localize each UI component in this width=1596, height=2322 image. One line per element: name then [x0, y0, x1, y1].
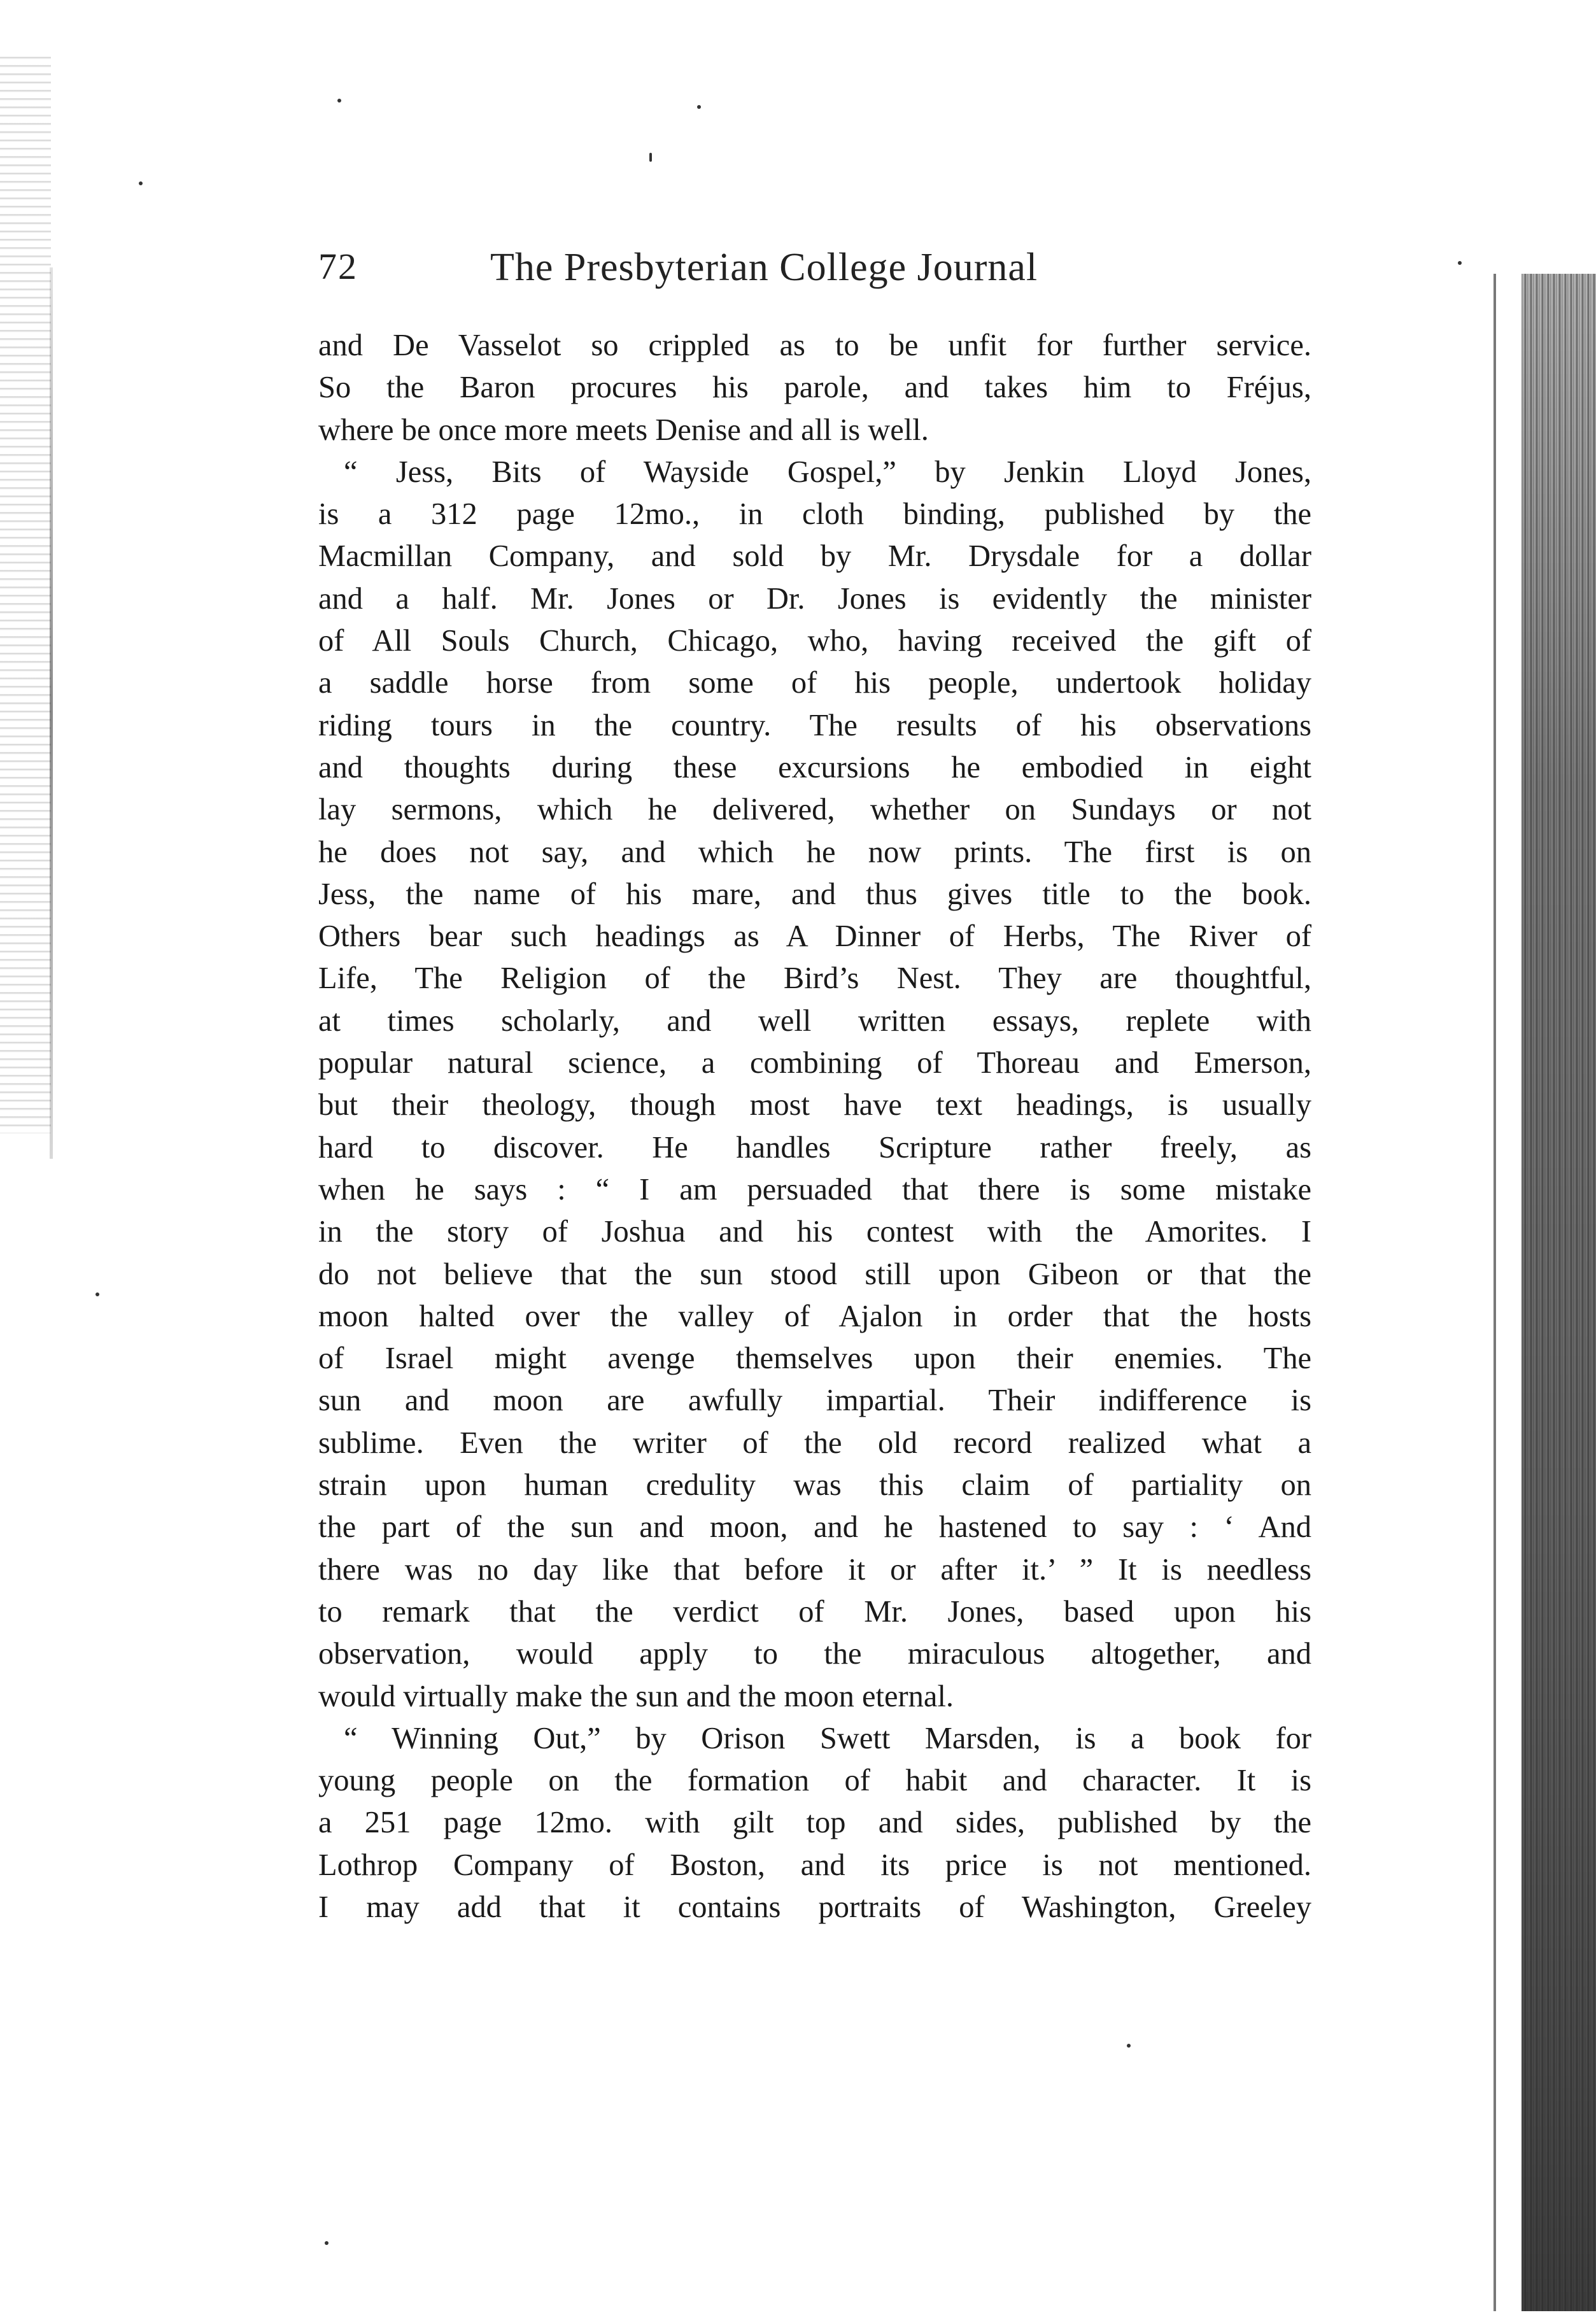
text-line: and De Vasselot so crippled as to be unfit for further service.: [318, 329, 1311, 362]
text-line: strain upon human credulity was this claim of partiality on: [318, 1468, 1311, 1503]
text-line: would virtually make the sun and the moon eternal.: [318, 1679, 954, 1713]
running-title: The Presbyterian College Journal: [490, 246, 1038, 289]
text-line: popular natural science, a combining of Thoreau and Emerson,: [318, 1046, 1311, 1080]
text-line: a 251 page 12mo. with gilt top and sides, published by the: [318, 1806, 1311, 1840]
text-line: sun and moon are awfully impartial. Their indifference is: [318, 1384, 1311, 1418]
scan-edge-line-left: [50, 267, 53, 1159]
text-line: Macmillan Company, and sold by Mr. Drysdale for a dollar: [318, 539, 1311, 574]
text-line: I may add that it contains portraits of Washington, Greeley: [318, 1890, 1311, 1924]
text-line: the part of the sun and moon, and he hastened to say : ‘ And: [318, 1510, 1311, 1545]
scan-speck: [95, 1292, 99, 1296]
text-line: of All Souls Church, Chicago, who, having received the gift of: [318, 624, 1311, 658]
text-line: and a half. Mr. Jones or Dr. Jones is evidently the minister: [318, 581, 1311, 616]
scan-speck: [1127, 2044, 1131, 2048]
text-line: lay sermons, which he delivered, whether on Sundays or not: [318, 793, 1311, 827]
scan-margin-left: [0, 51, 51, 1133]
text-line: a saddle horse from some of his people, undertook holiday: [318, 666, 1311, 700]
scan-speck: [139, 181, 143, 185]
text-line: Lothrop Company of Boston, and its price is not mentioned.: [318, 1848, 1311, 1882]
text-line: is a 312 page 12mo., in cloth binding, published by the: [318, 497, 1311, 532]
text-line: in the story of Joshua and his contest with the Amorites. I: [318, 1215, 1311, 1249]
page-header: [318, 245, 1190, 309]
text-line: hard to discover. He handles Scripture rather freely, as: [318, 1130, 1311, 1165]
text-line: do not believe that the sun stood still upon Gibeon or that the: [318, 1257, 1311, 1291]
text-line: at times scholarly, and well written essays, replete with: [318, 1003, 1311, 1038]
text-line: sublime. Even the writer of the old record realized what a: [318, 1426, 1311, 1460]
text-line: but their theology, though most have text headings, is usually: [318, 1088, 1311, 1122]
scan-margin-right: [1522, 274, 1596, 2311]
text-line: there was no day like that before it or after it.’ ” It is needless: [318, 1552, 1311, 1587]
scan-speck: [1458, 261, 1462, 265]
text-line: to remark that the verdict of Mr. Jones, based upon his: [318, 1594, 1311, 1629]
scan-edge-line-right: [1494, 274, 1496, 2311]
scan-speck: [325, 2241, 328, 2245]
text-line: riding tours in the country. The results of his observations: [318, 708, 1311, 742]
text-line: “ Winning Out,” by Orison Swett Marsden, is a book for: [344, 1721, 1311, 1755]
text-line: So the Baron procures his parole, and takes him to Fréjus,: [318, 371, 1311, 405]
scan-speck: [649, 153, 652, 162]
article-body: [318, 325, 1311, 1929]
text-line: Others bear such headings as A Dinner of Herbs, The River of: [318, 919, 1311, 954]
text-line: Life, The Religion of the Bird’s Nest. They are thoughtful,: [318, 961, 1311, 996]
text-line: moon halted over the valley of Ajalon in order that the hosts: [318, 1299, 1311, 1333]
text-line: he does not say, and which he now prints. The first is on: [318, 835, 1311, 869]
text-line: observation, would apply to the miraculous altogether, and: [318, 1637, 1311, 1671]
text-line: and thoughts during these excursions he embodied in eight: [318, 750, 1311, 784]
text-line: when he says : “ I am persuaded that there is some mistake: [318, 1172, 1311, 1207]
text-line: where be once more meets Denise and all is well.: [318, 413, 929, 447]
page-number: 72: [318, 246, 358, 287]
text-line: “ Jess, Bits of Wayside Gospel,” by Jenkin Lloyd Jones,: [344, 455, 1311, 489]
scan-speck: [697, 105, 701, 109]
scan-speck: [337, 99, 341, 103]
text-line: young people on the formation of habit and character. It is: [318, 1764, 1311, 1798]
text-line: Jess, the name of his mare, and thus gives title to the book.: [318, 877, 1311, 911]
text-line: of Israel might avenge themselves upon their enemies. The: [318, 1342, 1311, 1376]
